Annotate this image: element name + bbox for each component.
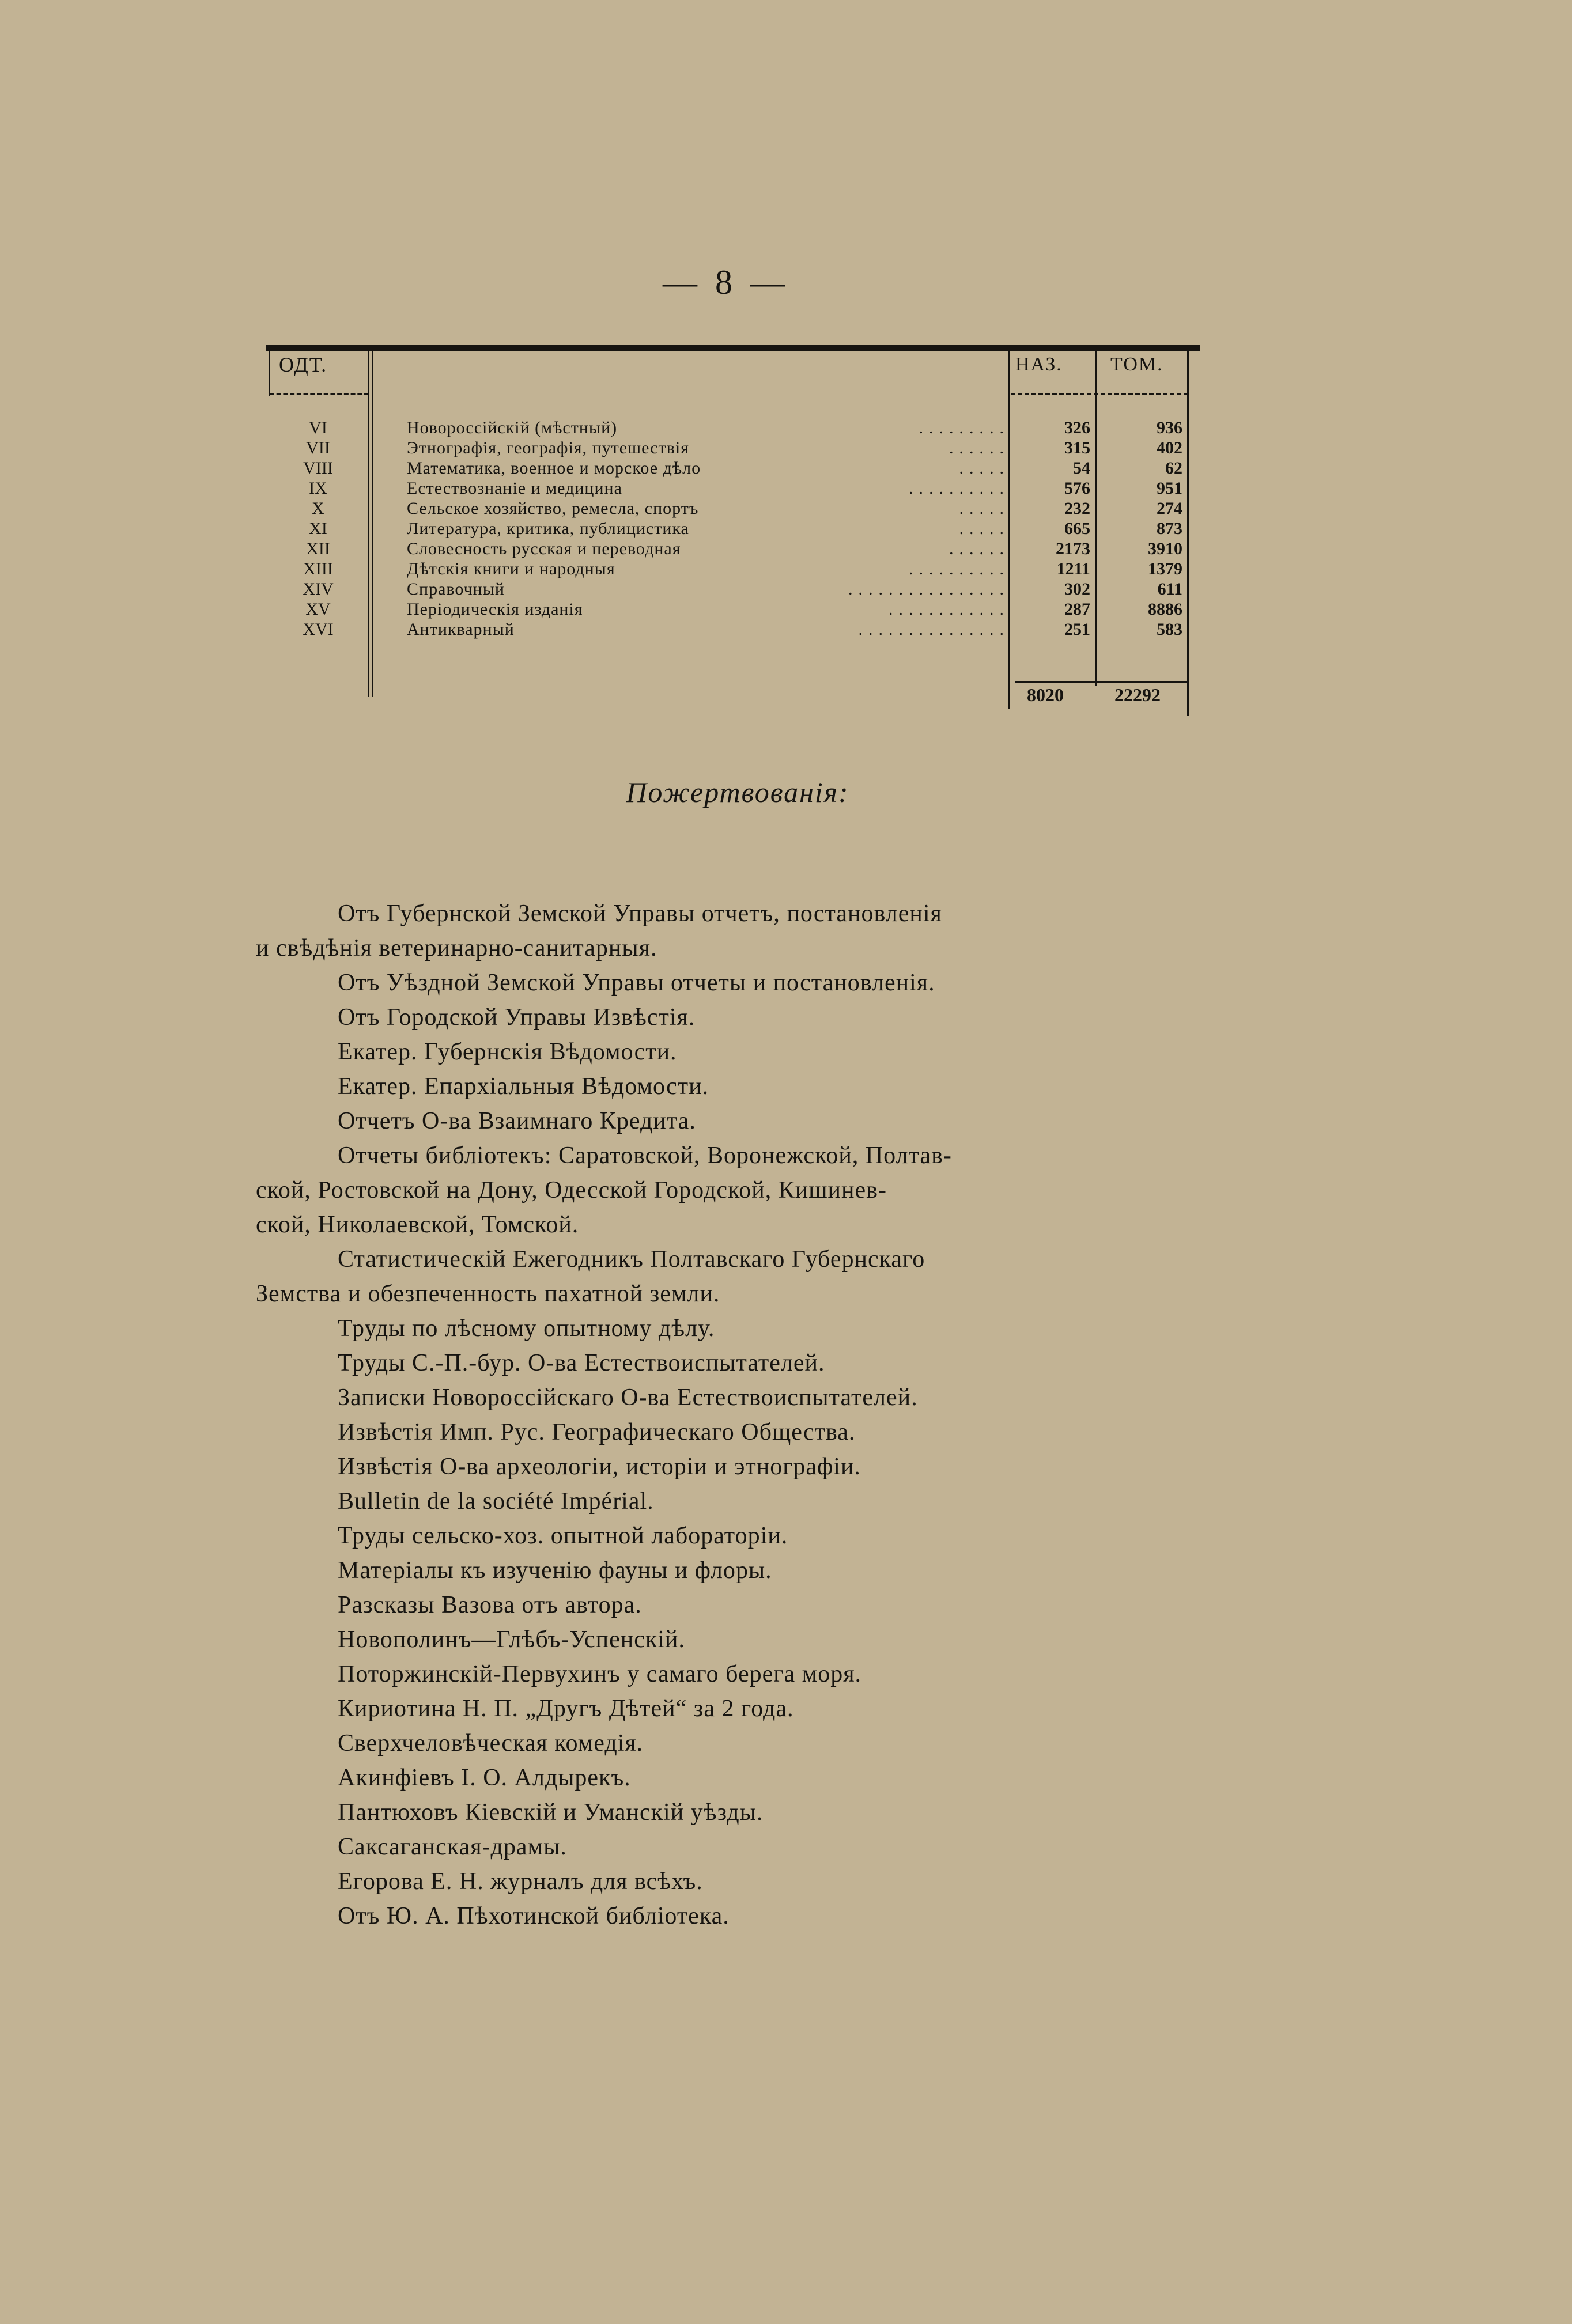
donation-line: Bulletin de la société Impérial. xyxy=(338,1488,654,1515)
table-top-rule xyxy=(266,345,1200,351)
row-num: X xyxy=(312,499,324,518)
donation-line: и свѣдѣнія ветеринарно-санитарныя. xyxy=(256,935,657,962)
row-num: VII xyxy=(306,438,330,457)
table-row xyxy=(266,580,1200,599)
table-row xyxy=(266,559,1200,579)
row-naz: 315 xyxy=(1064,438,1090,457)
donation-line: Разсказы Вазова отъ автора. xyxy=(338,1592,642,1618)
row-num: XV xyxy=(305,600,331,619)
row-leader: ............... xyxy=(858,620,1010,639)
row-naz: 665 xyxy=(1064,519,1090,538)
header-otd: ОДТ. xyxy=(279,353,328,376)
donation-line: Отъ Уѣздной Земской Управы отчеты и постановленія. xyxy=(338,970,935,996)
donation-line: Отъ Ю. А. Пѣхотинской библіотека. xyxy=(338,1903,730,1929)
table-row xyxy=(266,418,1200,438)
row-name: Словесность русская и переводная xyxy=(407,539,681,558)
table-header-rule-right xyxy=(1011,393,1188,395)
donation-line: Сверхчеловѣческая комедія. xyxy=(338,1730,644,1757)
donation-line: Саксаганская-драмы. xyxy=(338,1834,567,1860)
row-name: Дѣтскія книги и народныя xyxy=(407,559,615,578)
donation-line: Екатер. Епархіальныя Вѣдомости. xyxy=(338,1073,709,1100)
row-tom: 611 xyxy=(1157,580,1182,599)
row-tom: 3910 xyxy=(1148,539,1182,558)
donations-list xyxy=(256,896,1207,1933)
donation-line: Егорова Е. Н. журналъ для всѣхъ. xyxy=(338,1868,703,1895)
row-naz: 302 xyxy=(1064,580,1090,599)
section-title: Пожертвованія: xyxy=(626,776,849,808)
row-leader: ..... xyxy=(959,459,1010,478)
row-name: Этнографія, географія, путешествія xyxy=(407,438,689,457)
row-naz: 576 xyxy=(1064,479,1090,498)
donation-line: Акинфіевъ І. О. Алдырекъ. xyxy=(338,1765,631,1791)
row-tom: 936 xyxy=(1157,418,1182,437)
donation-line: Матеріалы къ изученію фауны и флоры. xyxy=(338,1557,772,1584)
row-tom: 402 xyxy=(1157,438,1182,457)
row-tom: 873 xyxy=(1157,519,1182,538)
row-name: Естествознаніе и медицина xyxy=(407,479,622,498)
row-naz: 287 xyxy=(1064,600,1090,619)
total-rule-tom xyxy=(1097,681,1188,683)
row-tom: 274 xyxy=(1157,499,1182,518)
table-row xyxy=(266,539,1200,559)
donation-line: Статистическій Ежегодникъ Полтавскаго Губернскаго xyxy=(338,1246,925,1273)
page-number: — 8 — xyxy=(663,263,789,301)
header-tom: ТОМ. xyxy=(1110,354,1163,375)
total-tom: 22292 xyxy=(1114,684,1161,705)
row-tom: 1379 xyxy=(1148,559,1182,578)
row-leader: ...... xyxy=(949,539,1010,558)
row-naz: 1211 xyxy=(1056,559,1090,578)
table-row xyxy=(266,519,1200,539)
row-name: Сельское хозяйство, ремесла, спортъ xyxy=(407,499,699,518)
row-naz: 251 xyxy=(1064,620,1090,639)
total-rule-naz xyxy=(1015,681,1095,683)
donation-line: Пантюховъ Кіевскій и Уманскій уѣзды. xyxy=(338,1799,764,1826)
row-name: Математика, военное и морское дѣло xyxy=(407,459,701,478)
row-naz: 326 xyxy=(1064,418,1090,437)
row-leader: ..... xyxy=(959,499,1010,518)
donation-line: ской, Николаевской, Томской. xyxy=(256,1212,579,1238)
table-row xyxy=(266,600,1200,619)
row-name: Новороссійскій (мѣстный) xyxy=(407,418,618,437)
donation-line: Кириотина Н. П. „Другъ Дѣтей“ за 2 года. xyxy=(338,1695,794,1722)
table-row xyxy=(266,479,1200,498)
row-num: XIII xyxy=(303,559,333,578)
table-header-rule xyxy=(270,393,369,395)
donation-line: Отъ Городской Управы Извѣстія. xyxy=(338,1004,696,1031)
row-leader: ......... xyxy=(919,418,1010,437)
row-leader: ............ xyxy=(889,600,1010,619)
row-naz: 54 xyxy=(1073,459,1090,478)
row-num: XI xyxy=(309,519,327,538)
donation-line: Екатер. Губернскія Вѣдомости. xyxy=(338,1039,677,1065)
row-tom: 951 xyxy=(1157,479,1182,498)
donation-line: Извѣстія О-ва археологіи, исторіи и этнографіи. xyxy=(338,1454,861,1480)
row-tom: 583 xyxy=(1157,620,1182,639)
table-row xyxy=(266,620,1200,639)
row-num: XII xyxy=(306,539,330,558)
donation-line: Записки Новороссійскаго О-ва Естествоиспытателей. xyxy=(338,1384,918,1411)
donation-line: Труды сельско-хоз. опытной лабораторіи. xyxy=(338,1523,788,1549)
row-num: XVI xyxy=(303,620,334,639)
donation-line: Поторжинскій-Первухинъ у самаго берега моря. xyxy=(338,1661,862,1687)
header-naz: НАЗ. xyxy=(1015,354,1063,375)
donation-line: Труды по лѣсному опытному дѣлу. xyxy=(338,1315,715,1342)
row-name: Антикварный xyxy=(407,620,515,639)
donation-line: ской, Ростовской на Дону, Одесской Городской, Кишинев- xyxy=(256,1177,887,1203)
row-num: VI xyxy=(309,418,327,437)
row-naz: 2173 xyxy=(1056,539,1090,558)
row-num: VIII xyxy=(303,459,333,478)
row-leader: ...... xyxy=(949,438,1010,457)
row-name: Справочный xyxy=(407,580,505,599)
row-leader: .......... xyxy=(909,559,1010,578)
catalog-table xyxy=(266,345,1200,713)
donation-line: Отъ Губернской Земской Управы отчетъ, постановленія xyxy=(338,900,942,927)
row-leader: .......... xyxy=(909,479,1010,498)
donation-line: Новополинъ—Глѣбъ-Успенскій. xyxy=(338,1626,685,1653)
row-tom: 8886 xyxy=(1148,600,1182,619)
row-leader: ..... xyxy=(959,519,1010,538)
row-num: IX xyxy=(309,479,327,498)
row-name: Литература, критика, публицистика xyxy=(407,519,689,538)
donation-line: Извѣстія Имп. Рус. Географическаго Общества. xyxy=(338,1419,856,1445)
donation-line: Отчеты библіотекъ: Саратовской, Воронежской, Полтав- xyxy=(338,1142,952,1169)
donation-line: Земства и обезпеченность пахатной земли. xyxy=(256,1281,720,1307)
row-leader: ................ xyxy=(848,580,1010,599)
table-row xyxy=(266,499,1200,518)
table-row xyxy=(266,438,1200,458)
row-naz: 232 xyxy=(1064,499,1090,518)
row-name: Періодическія изданія xyxy=(407,600,583,619)
row-tom: 62 xyxy=(1165,459,1182,478)
table-row xyxy=(266,459,1200,478)
row-num: XIV xyxy=(303,580,334,599)
table-rule-left xyxy=(269,351,270,396)
donation-line: Труды С.-П.-бур. О-ва Естествоиспытателей. xyxy=(338,1350,825,1376)
donation-line: Отчетъ О-ва Взаимнаго Кредита. xyxy=(338,1108,696,1134)
total-naz: 8020 xyxy=(1027,684,1064,705)
